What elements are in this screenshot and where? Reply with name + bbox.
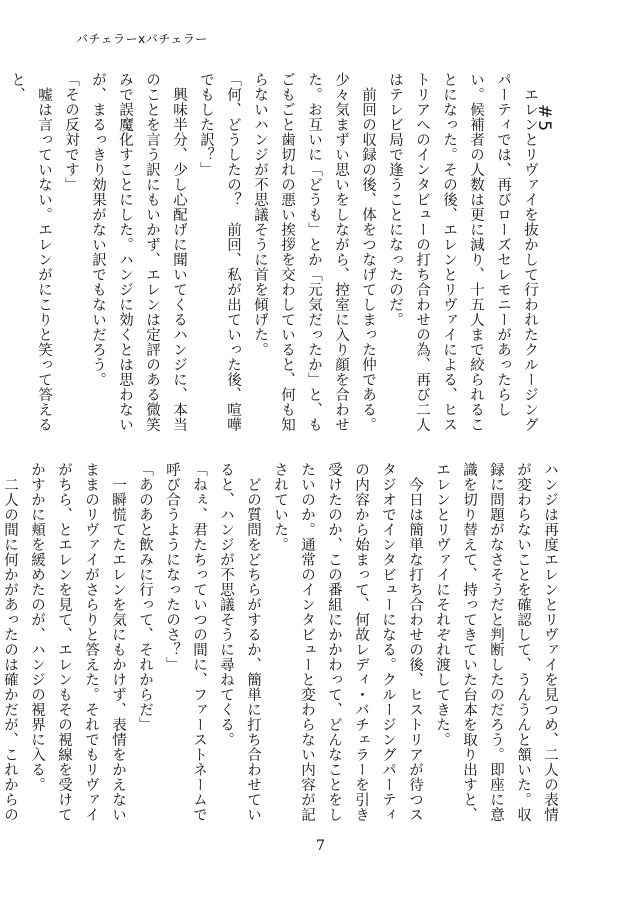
dialogue-paragraph: 「ねぇ、君たちっていつの間に、ファーストネームで呼び合うようになったのさ？」 — [164, 462, 207, 822]
paragraph: 前回の収録の後、体をつなげてしまった仲である。少々気まずい思いをしながら、控室に入り顔を合わせた。お互いに「どうも」とか「元気だったか」と、もごもごと歯切れの悪い挨拶を交わしていると、何も知らないハンジが不思議そうに首を傾げた。 — [252, 72, 376, 432]
paragraph: 興味半分、少し心配げに聞いてくるハンジに、本当のことを言う訳にもいかず、エレンは定評のある微笑みで誤魔化すことにした。ハンジに効くとは思わないが、まるっきり効果がない訳でもないだろう。 — [90, 72, 187, 432]
lower-text-block — [2, 462, 563, 832]
paragraph: 一瞬慌てたエレンを気にもかけず、表情をかえないままのリヴァイがさらりと答えた。それでもリヴァイがちら、とエレンを見て、エレンもその視線を受けてかすかに頬を緩めたのが、ハンジの視界に入る。 — [29, 462, 126, 822]
paragraph: ハンジは再度エレンとリヴァイを見つめ、二人の表情が変わらないことを確認して、うんうんと頷いた。収録に問題がなさそうだと判断したのだろう。即座に意識を切り替えて、持ってきていた台本を取り出すと、エレンとリヴァイにそれぞれ渡してきた。 — [434, 462, 558, 822]
paragraph: 今日は簡単な打ち合わせの後、ヒストリアが待つスタジオでインタビューになる。クルージングパーティの内容から始まって、何故レディ・バチェラーを引き受けたのか、この番組にかかわって、どんなことをしたいのか。通常のインタビューと変わらない内容が記されていた。 — [272, 462, 423, 822]
paragraph: エレンとリヴァイを抜かして行われたクルージングパーティでは、再びローズセレモニーがあったらしい。候補者の人数は更に減り、十五人まで絞られることになった。その後、エレンとリヴァイによる、ヒストリアへのインタビューの打ち合わせの為、再び二人はテレビ局で逢うことになったのだ。 — [387, 72, 538, 432]
running-header: バチェラーxバチェラー — [76, 32, 208, 46]
paragraph: どの質問をどちらがするか、簡単に打ち合わせていると、ハンジが不思議そうに尋ねてくる。 — [218, 462, 261, 822]
chapter-heading: #5 — [534, 104, 554, 134]
page-number: 7 — [316, 838, 325, 854]
dialogue-paragraph: 「何、どうしたの？ 前回、私が出ていった後、喧嘩でもした訳？」 — [198, 72, 241, 432]
paragraph: 嘘は言っていない。エレンがにこりと笑って答えると、 — [9, 72, 52, 432]
dialogue-paragraph: 「その反対です」 — [63, 72, 79, 192]
upper-text-block — [9, 72, 543, 442]
paragraph: 二人の間に何かがあったのは確かだが、これからの — [2, 476, 18, 822]
dialogue-paragraph: 「あのあと飲みに行って、それからだ」 — [137, 462, 153, 732]
